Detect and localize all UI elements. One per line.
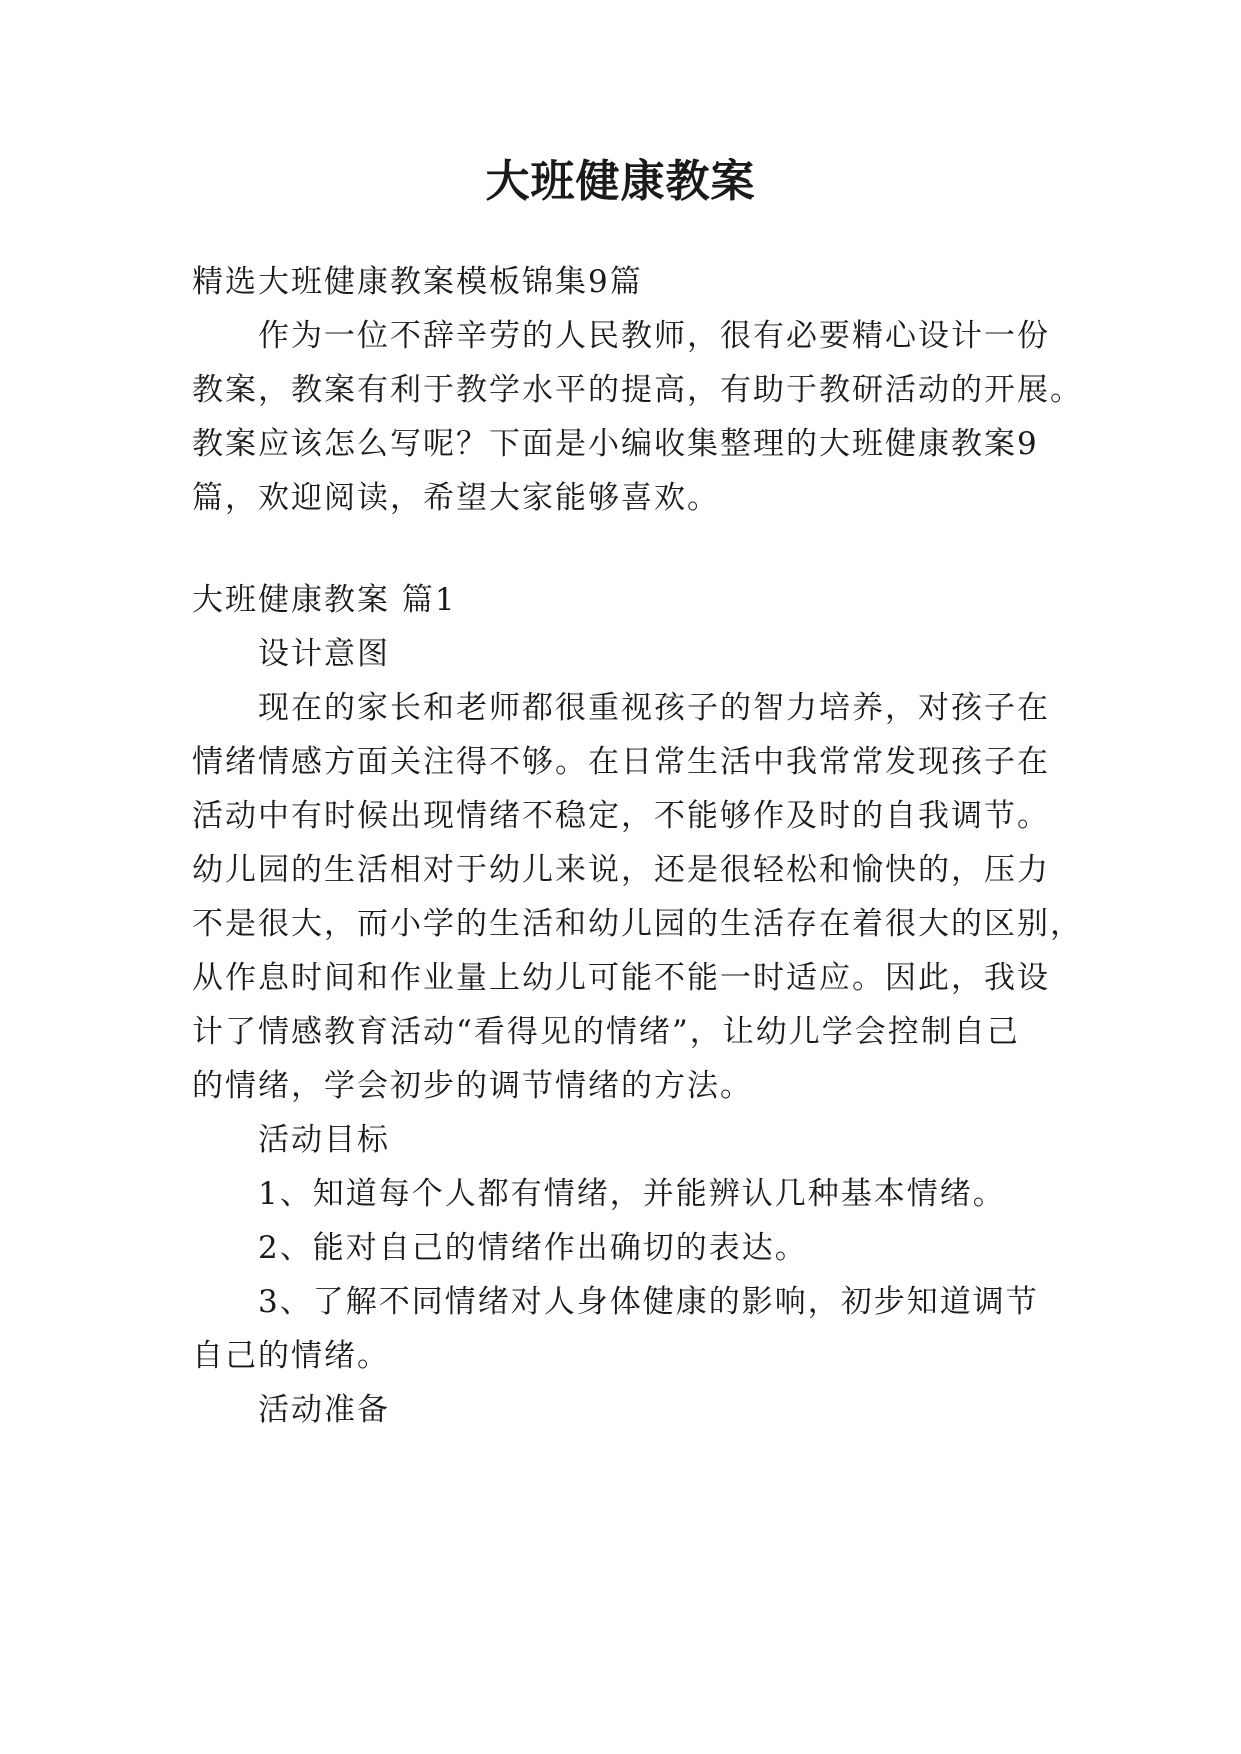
- subheading-activity-goals: 活动目标: [258, 1122, 390, 1158]
- subheading-activity-preparation: 活动准备: [258, 1392, 390, 1428]
- body-line: 情绪情感方面关注得不够。在日常生活中我常常发现孩子在: [192, 744, 1050, 780]
- goal-item: 1、知道每个人都有情绪，并能辨认几种基本情绪。: [258, 1176, 1006, 1212]
- body-line: 现在的家长和老师都很重视孩子的智力培养，对孩子在: [258, 690, 1050, 726]
- intro-line: 教案，教案有利于教学水平的提高，有助于教研活动的开展。: [192, 372, 1083, 408]
- intro-line: 篇，欢迎阅读，希望大家能够喜欢。: [192, 480, 720, 516]
- body-line: 幼儿园的生活相对于幼儿来说，还是很轻松和愉快的，压力: [192, 852, 1050, 888]
- subtitle-line: 精选大班健康教案模板锦集9篇: [192, 264, 643, 300]
- goal-item: 2、能对自己的情绪作出确切的表达。: [258, 1230, 808, 1266]
- body-line: 的情绪，学会初步的调节情绪的方法。: [192, 1068, 753, 1104]
- goal-item-continued: 自己的情绪。: [192, 1338, 390, 1374]
- section-heading: 大班健康教案 篇1: [192, 582, 457, 618]
- subheading-design-intent: 设计意图: [258, 636, 390, 672]
- page-title: 大班健康教案: [485, 156, 756, 207]
- body-line: 从作息时间和作业量上幼儿可能不能一时适应。因此，我设: [192, 960, 1050, 996]
- body-line: 不是很大，而小学的生活和幼儿园的生活存在着很大的区别，: [192, 906, 1083, 942]
- body-line: 活动中有时候出现情绪不稳定，不能够作及时的自我调节。: [192, 798, 1050, 834]
- body-line: 计了情感教育活动“看得见的情绪”，让幼儿学会控制自己: [192, 1014, 1020, 1050]
- goal-item: 3、了解不同情绪对人身体健康的影响，初步知道调节: [258, 1284, 1039, 1320]
- intro-line: 教案应该怎么写呢？下面是小编收集整理的大班健康教案9: [192, 426, 1039, 462]
- intro-line: 作为一位不辞辛劳的人民教师，很有必要精心设计一份: [258, 318, 1050, 354]
